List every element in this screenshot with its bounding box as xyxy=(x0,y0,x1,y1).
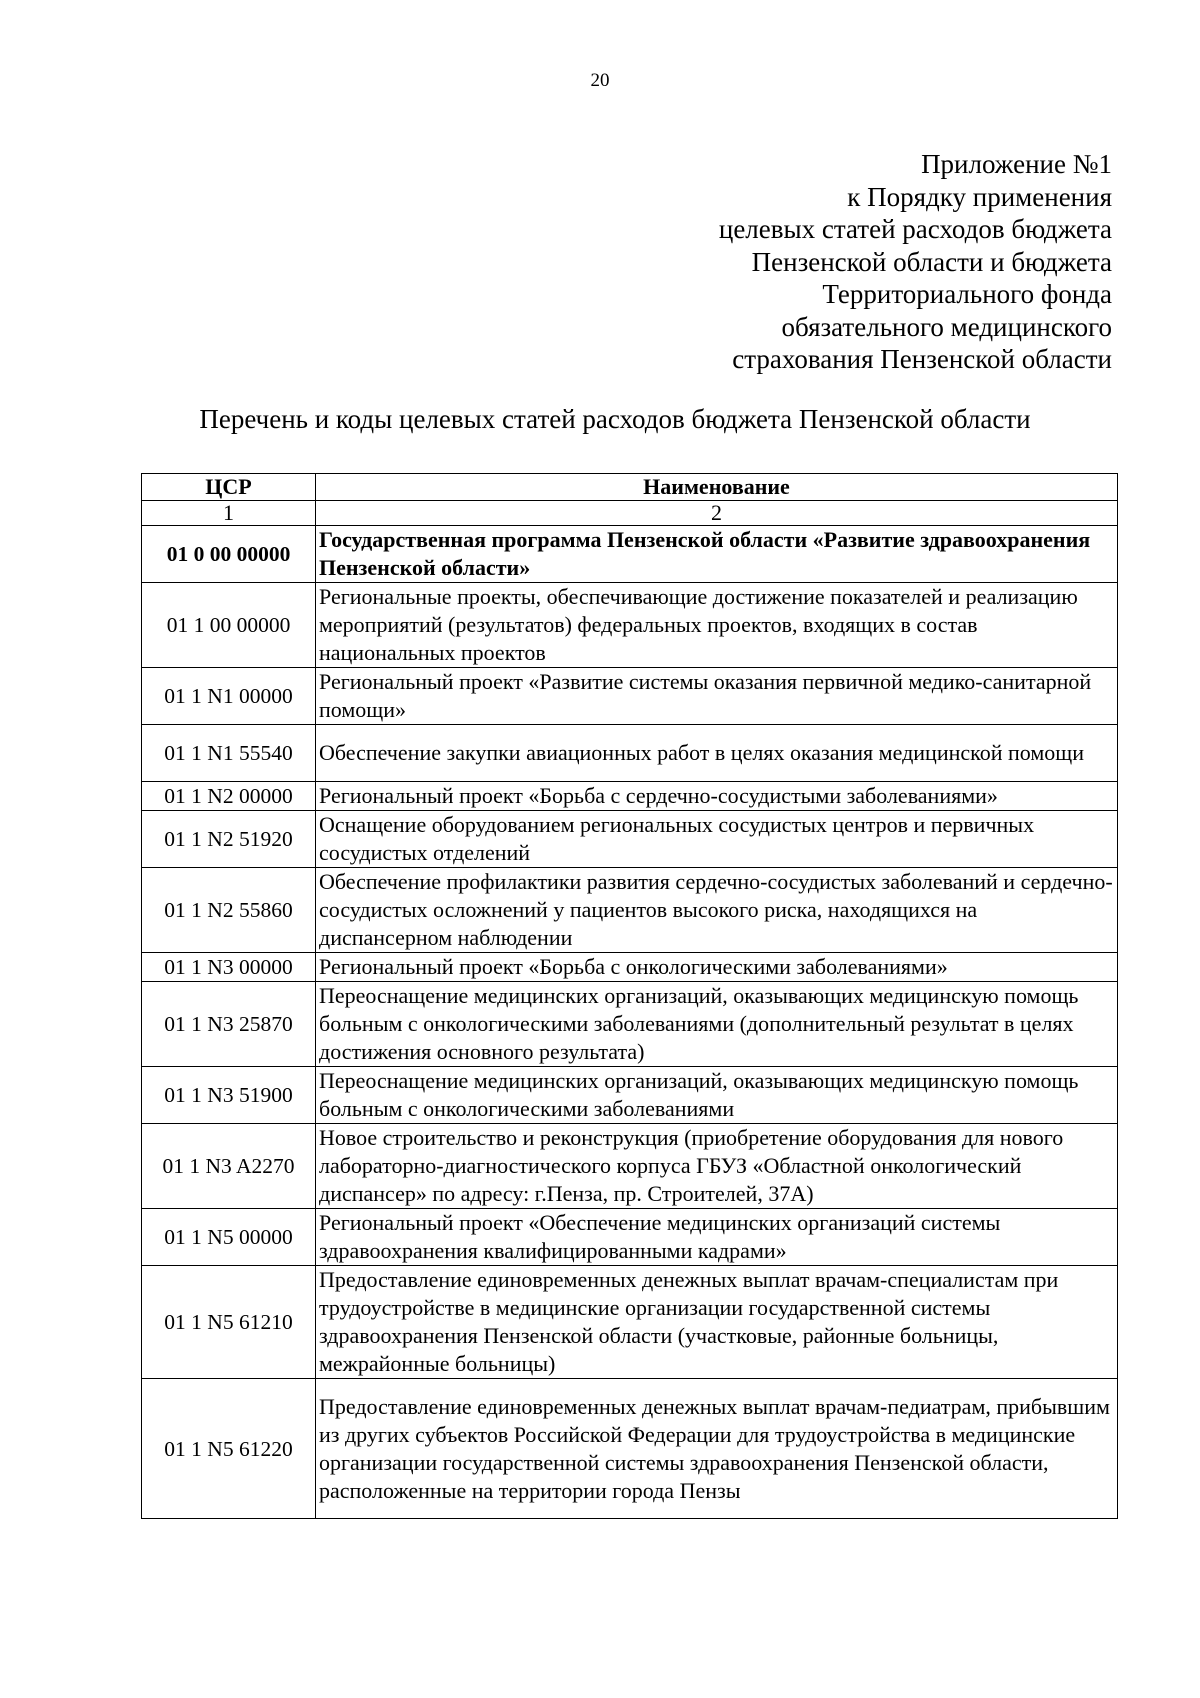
row-name: Региональный проект «Развитие системы оказания первичной медико-санитарной помощи» xyxy=(316,668,1118,725)
row-code: 01 1 N5 61210 xyxy=(142,1266,316,1379)
row-code: 01 1 N3 A2270 xyxy=(142,1124,316,1209)
row-code: 01 1 00 00000 xyxy=(142,583,316,668)
row-code: 01 1 N1 00000 xyxy=(142,668,316,725)
column-number-row xyxy=(142,501,1118,526)
row-code: 01 1 N5 61220 xyxy=(142,1379,316,1519)
appendix-line: Приложение №1 xyxy=(921,149,1112,179)
header-code: ЦСР xyxy=(142,474,316,501)
row-code: 01 1 N2 00000 xyxy=(142,782,316,811)
table-row xyxy=(142,1266,1118,1379)
table-row xyxy=(142,1067,1118,1124)
column-number-code: 1 xyxy=(142,501,316,526)
row-code: 01 1 N3 00000 xyxy=(142,953,316,982)
row-name: Региональный проект «Обеспечение медицинских организаций системы здравоохранения квалифицированными кадрами» xyxy=(316,1209,1118,1266)
row-code: 01 1 N2 51920 xyxy=(142,811,316,868)
table-row xyxy=(142,526,1118,583)
row-name: Обеспечение профилактики развития сердечно-сосудистых заболеваний и сердечно-сосудистых осложнений у пациентов высокого риска, находящихся на диспансерном наблюдении xyxy=(316,868,1118,953)
table-row xyxy=(142,782,1118,811)
row-name: Региональные проекты, обеспечивающие достижение показателей и реализацию мероприятий (результатов) федеральных проектов, входящих в состав национальных проектов xyxy=(316,583,1118,668)
page-number: 20 xyxy=(590,70,610,91)
row-name: Государственная программа Пензенской области «Развитие здравоохранения Пензенской области» xyxy=(316,526,1118,583)
table-row xyxy=(142,953,1118,982)
column-number-name: 2 xyxy=(316,501,1118,526)
row-name: Предоставление единовременных денежных выплат врачам-специалистам при трудоустройстве в медицинские организации государственной системы здравоохранения Пензенской области (участковые, районные больницы, межрайонные больницы) xyxy=(316,1266,1118,1379)
header-name: Наименование xyxy=(316,474,1118,501)
target-codes-table xyxy=(141,473,1118,1519)
table-row xyxy=(142,725,1118,782)
row-name: Оснащение оборудованием региональных сосудистых центров и первичных сосудистых отделений xyxy=(316,811,1118,868)
row-code: 01 1 N1 55540 xyxy=(142,725,316,782)
row-name: Региональный проект «Борьба с сердечно-сосудистыми заболеваниями» xyxy=(316,782,1118,811)
table-row xyxy=(142,1124,1118,1209)
table-row xyxy=(142,811,1118,868)
table-row xyxy=(142,1379,1118,1519)
table-row xyxy=(142,583,1118,668)
appendix-line: Пензенской области и бюджета xyxy=(751,246,1112,277)
row-name: Переоснащение медицинских организаций, оказывающих медицинскую помощь больным с онкологическими заболеваниями xyxy=(316,1067,1118,1124)
row-code: 01 1 N3 51900 xyxy=(142,1067,316,1124)
appendix-header xyxy=(512,148,1112,376)
appendix-line: обязательного медицинского xyxy=(781,311,1112,342)
row-code: 01 0 00 00000 xyxy=(142,526,316,583)
row-code: 01 1 N5 00000 xyxy=(142,1209,316,1266)
table-row xyxy=(142,982,1118,1067)
row-name: Предоставление единовременных денежных выплат врачам-педиатрам, прибывшим из других субъектов Российской Федерации для трудоустройства в медицинские организации государственной системы здравоохранения Пензенской области, расположенные на территории города Пензы xyxy=(316,1379,1118,1519)
appendix-line: целевых статей расходов бюджета xyxy=(718,214,1112,244)
row-name: Региональный проект «Борьба с онкологическими заболеваниями» xyxy=(316,953,1118,982)
list-title: Перечень и коды целевых статей расходов бюджета Пензенской области xyxy=(199,404,1031,434)
appendix-line: страхования Пензенской области xyxy=(732,344,1112,374)
appendix-line: Территориального фонда xyxy=(822,279,1112,309)
row-name: Переоснащение медицинских организаций, оказывающих медицинскую помощь больным с онкологическими заболеваниями (дополнительный результат в целях достижения основного результата) xyxy=(316,982,1118,1067)
table-row xyxy=(142,868,1118,953)
table-row xyxy=(142,668,1118,725)
row-code: 01 1 N2 55860 xyxy=(142,868,316,953)
row-name: Новое строительство и реконструкция (приобретение оборудования для нового лабораторно-диагностического корпуса ГБУЗ «Областной онкологический диспансер» по адресу: г.Пенза, пр. Строителей, 37А) xyxy=(316,1124,1118,1209)
row-code: 01 1 N3 25870 xyxy=(142,982,316,1067)
row-name: Обеспечение закупки авиационных работ в целях оказания медицинской помощи xyxy=(316,725,1118,782)
table-header-row xyxy=(142,474,1118,501)
table-row xyxy=(142,1209,1118,1266)
appendix-line: к Порядку применения xyxy=(847,181,1112,212)
